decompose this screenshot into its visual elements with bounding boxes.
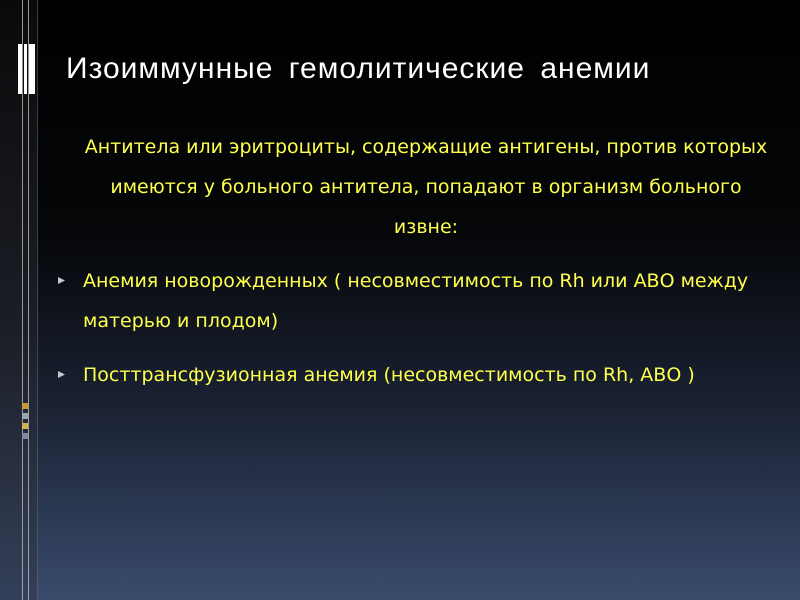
vertical-divider <box>37 0 38 600</box>
bullet-arrow-icon <box>58 371 65 378</box>
title-deco-bar <box>18 44 22 94</box>
slide-title: Изоиммунные гемолитические анемии <box>66 52 651 85</box>
bullet-item <box>60 355 776 395</box>
accent-square <box>22 413 28 419</box>
accent-square <box>22 433 28 439</box>
title-deco-bar <box>29 44 35 94</box>
bullet-item <box>60 261 776 341</box>
intro-text: Антитела или эритроциты, содержащие антигены, против которых имеются у больного антитела, попадают в организм больного извне: <box>84 136 768 238</box>
bullet-text: Анемия новорожденных ( несовместимость по Rh или АВО между матерью и плодом) <box>83 270 749 332</box>
bullet-text: Посттрансфузионная анемия (несовместимость по Rh, АВО ) <box>83 364 695 386</box>
bullet-list <box>60 261 776 395</box>
title-decoration <box>0 44 37 94</box>
accent-square <box>22 403 28 409</box>
title-deco-bar <box>24 44 27 94</box>
bullet-arrow-icon <box>58 277 65 284</box>
accent-square <box>22 423 28 429</box>
slide-content <box>60 127 776 409</box>
